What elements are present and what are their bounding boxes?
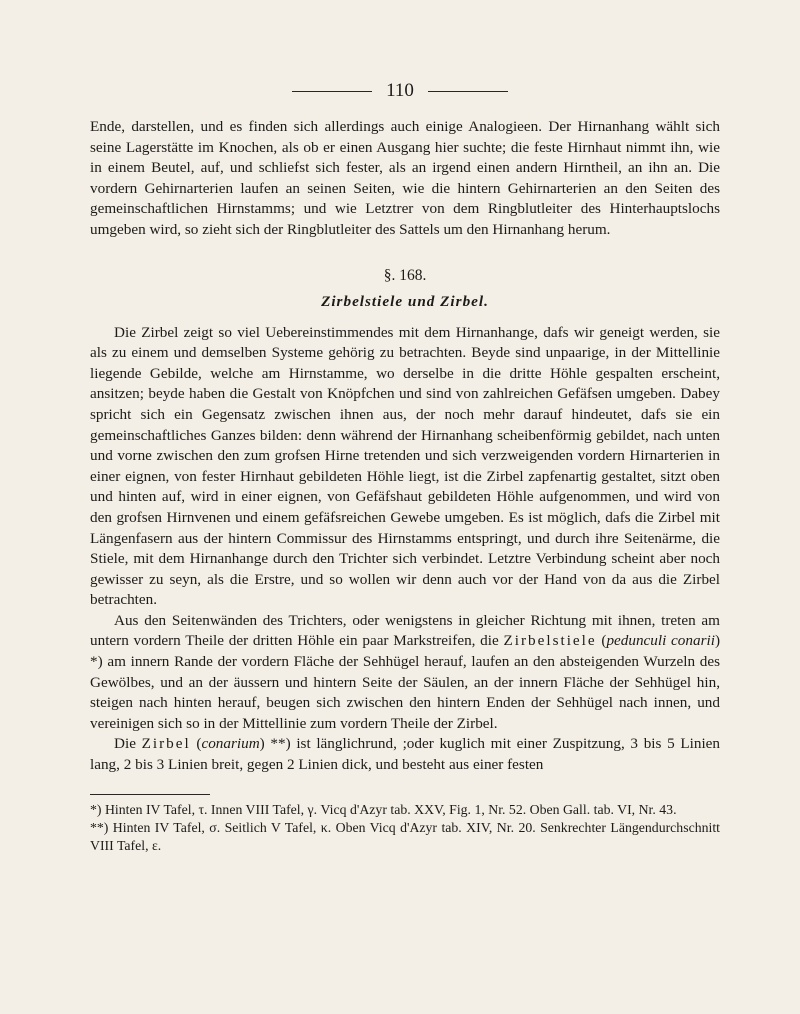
paragraph-2: Die Zirbel zeigt so viel Uebereinstimmendes mit dem Hirnanhange, dafs wir geneigt werden, sie als zu einem und demselben Systeme gehörig zu betrachten. Beyde sind unpaarige, in der Mittellinie liegende Gebilde, welche am Hirnstamme, wo derselbe in die dritte Höhle gespalten erscheint, ansitzen; beyde haben die Gestalt von Knöpfchen und sind von zahlreichen Gefäfsen umgeben. Dabey spricht sich ein Gegensatz zwischen ihnen aus, der noch mehr darauf hindeutet, dafs sie ein gemeinschaftliches Ganzes bilden: denn während der Hirnanhang scheibenförmig gebildet, nach unten und vorne zwischen den zum grofsen Hirne tretenden und sich verzweigenden vordern Hirnarterien in einer eignen, von fester Hirnhaut gebildeten Höhle liegt, ist die Zirbel zapfenartig gestaltet, sitzt oben und hinten auf, wird in einer eignen, von Gefäfshaut gebildeten Höhle aufgenommen, und wird von den grofsen Hirnvenen und einem gefäfsreichen Gewebe umgeben. Es ist möglich, dafs die Zirbel mit Längenfasern aus der hintern Commissur des Hirnstamms entspringt, und durch ihre Seitenärme, die Stiele, mit dem Hirnanhange durch den Trichter sich verbindet. Letztre Verbindung scheint aber noch gewisser zu seyn, als die Erstre, und so wollen wir denn auch vor der Hand von da aus die Zirbel betrachten. <box>90 323 720 609</box>
paragraph-4-text-a: Die <box>114 735 142 753</box>
paragraph-3 <box>90 611 720 735</box>
paragraph-3-text-b: ( <box>596 632 607 650</box>
term-zirbel: Zirbel <box>141 735 191 753</box>
footnote-rule <box>90 794 210 795</box>
latin-term-pedunculi: pedunculi conarii <box>606 632 715 650</box>
paragraph-4-text-b: ( <box>190 735 202 753</box>
page-header <box>0 80 800 102</box>
paragraph-3-text-c: ) *) am innern Rande der vordern Fläche der Sehhügel herauf, laufen an den absteigenden Wurzeln des Gewölbes, und an der äussern und hintern Seite der Säulen, an der innern Fläche der Sehhügel hin, steigen nach hinten herauf, beugen sich zwischen den hintern Enden der Sehhügel nach innen, und vereinigen sich so in der Mittellinie zum vordern Theile der Zirbel. <box>90 632 720 732</box>
paragraph-1: Ende, darstellen, und es finden sich allerdings auch einige Analogieen. Der Hirnanhang wählt sich seine Lagerstätte im Knochen, als ob er einen Ausgang hier suchte; die feste Hirnhaut nimmt ihn, wie in einem Beutel, auf, und schliefst sich fester, als an irgend einen andern Hirntheil, an ihn an. Die vordern Gehirnarterien laufen an seinen Seiten, wie die hintern Gehirnarterien an den Seiten des gemeinschaftlichen Hirnstamms; und wie Letztrer von dem Ringblutleiter des Hinterhauptslochs umgeben wird, so zieht sich der Ringblutleiter des Sattels um den Hirnanhang herum. <box>90 118 720 238</box>
paragraph-3-text-a: Aus den Seitenwänden des Trichters, oder wenigstens in gleicher Richtung mit ihnen, treten am untern vordern Theile der dritten Höhle ein paar Markstreifen, die <box>90 611 720 650</box>
section-title: Zirbelstiele und Zirbel. <box>321 292 489 310</box>
header-rule-right <box>428 91 508 92</box>
paragraph-4-text-c: ) **) ist länglichrund, ;oder kuglich mit einer Zuspitzung, 3 bis 5 Linien lang, 2 bis 3 Linien breit, gegen 2 Linien dick, und besteht aus einer festen <box>90 735 720 774</box>
paragraph-4 <box>90 734 720 775</box>
page-body <box>90 117 720 855</box>
header-rule-left <box>292 91 372 92</box>
footnote-2: **) Hinten IV Tafel, σ. Seitlich V Tafel, κ. Oben Vicq d'Azyr tab. XIV, Nr. 20. Senkrechter Längendurchschnitt VIII Tafel, ε. <box>90 819 720 853</box>
page-number: 110 <box>386 80 414 101</box>
section-number: §. 168. <box>383 266 427 284</box>
latin-term-conarium: conarium <box>201 735 260 753</box>
footnote-1: *) Hinten IV Tafel, τ. Innen VIII Tafel, γ. Vicq d'Azyr tab. XXV, Fig. 1, Nr. 52. Oben Gall. tab. VI, Nr. 43. <box>90 801 677 817</box>
term-zirbelstiele: Zirbelstiele <box>503 632 597 650</box>
